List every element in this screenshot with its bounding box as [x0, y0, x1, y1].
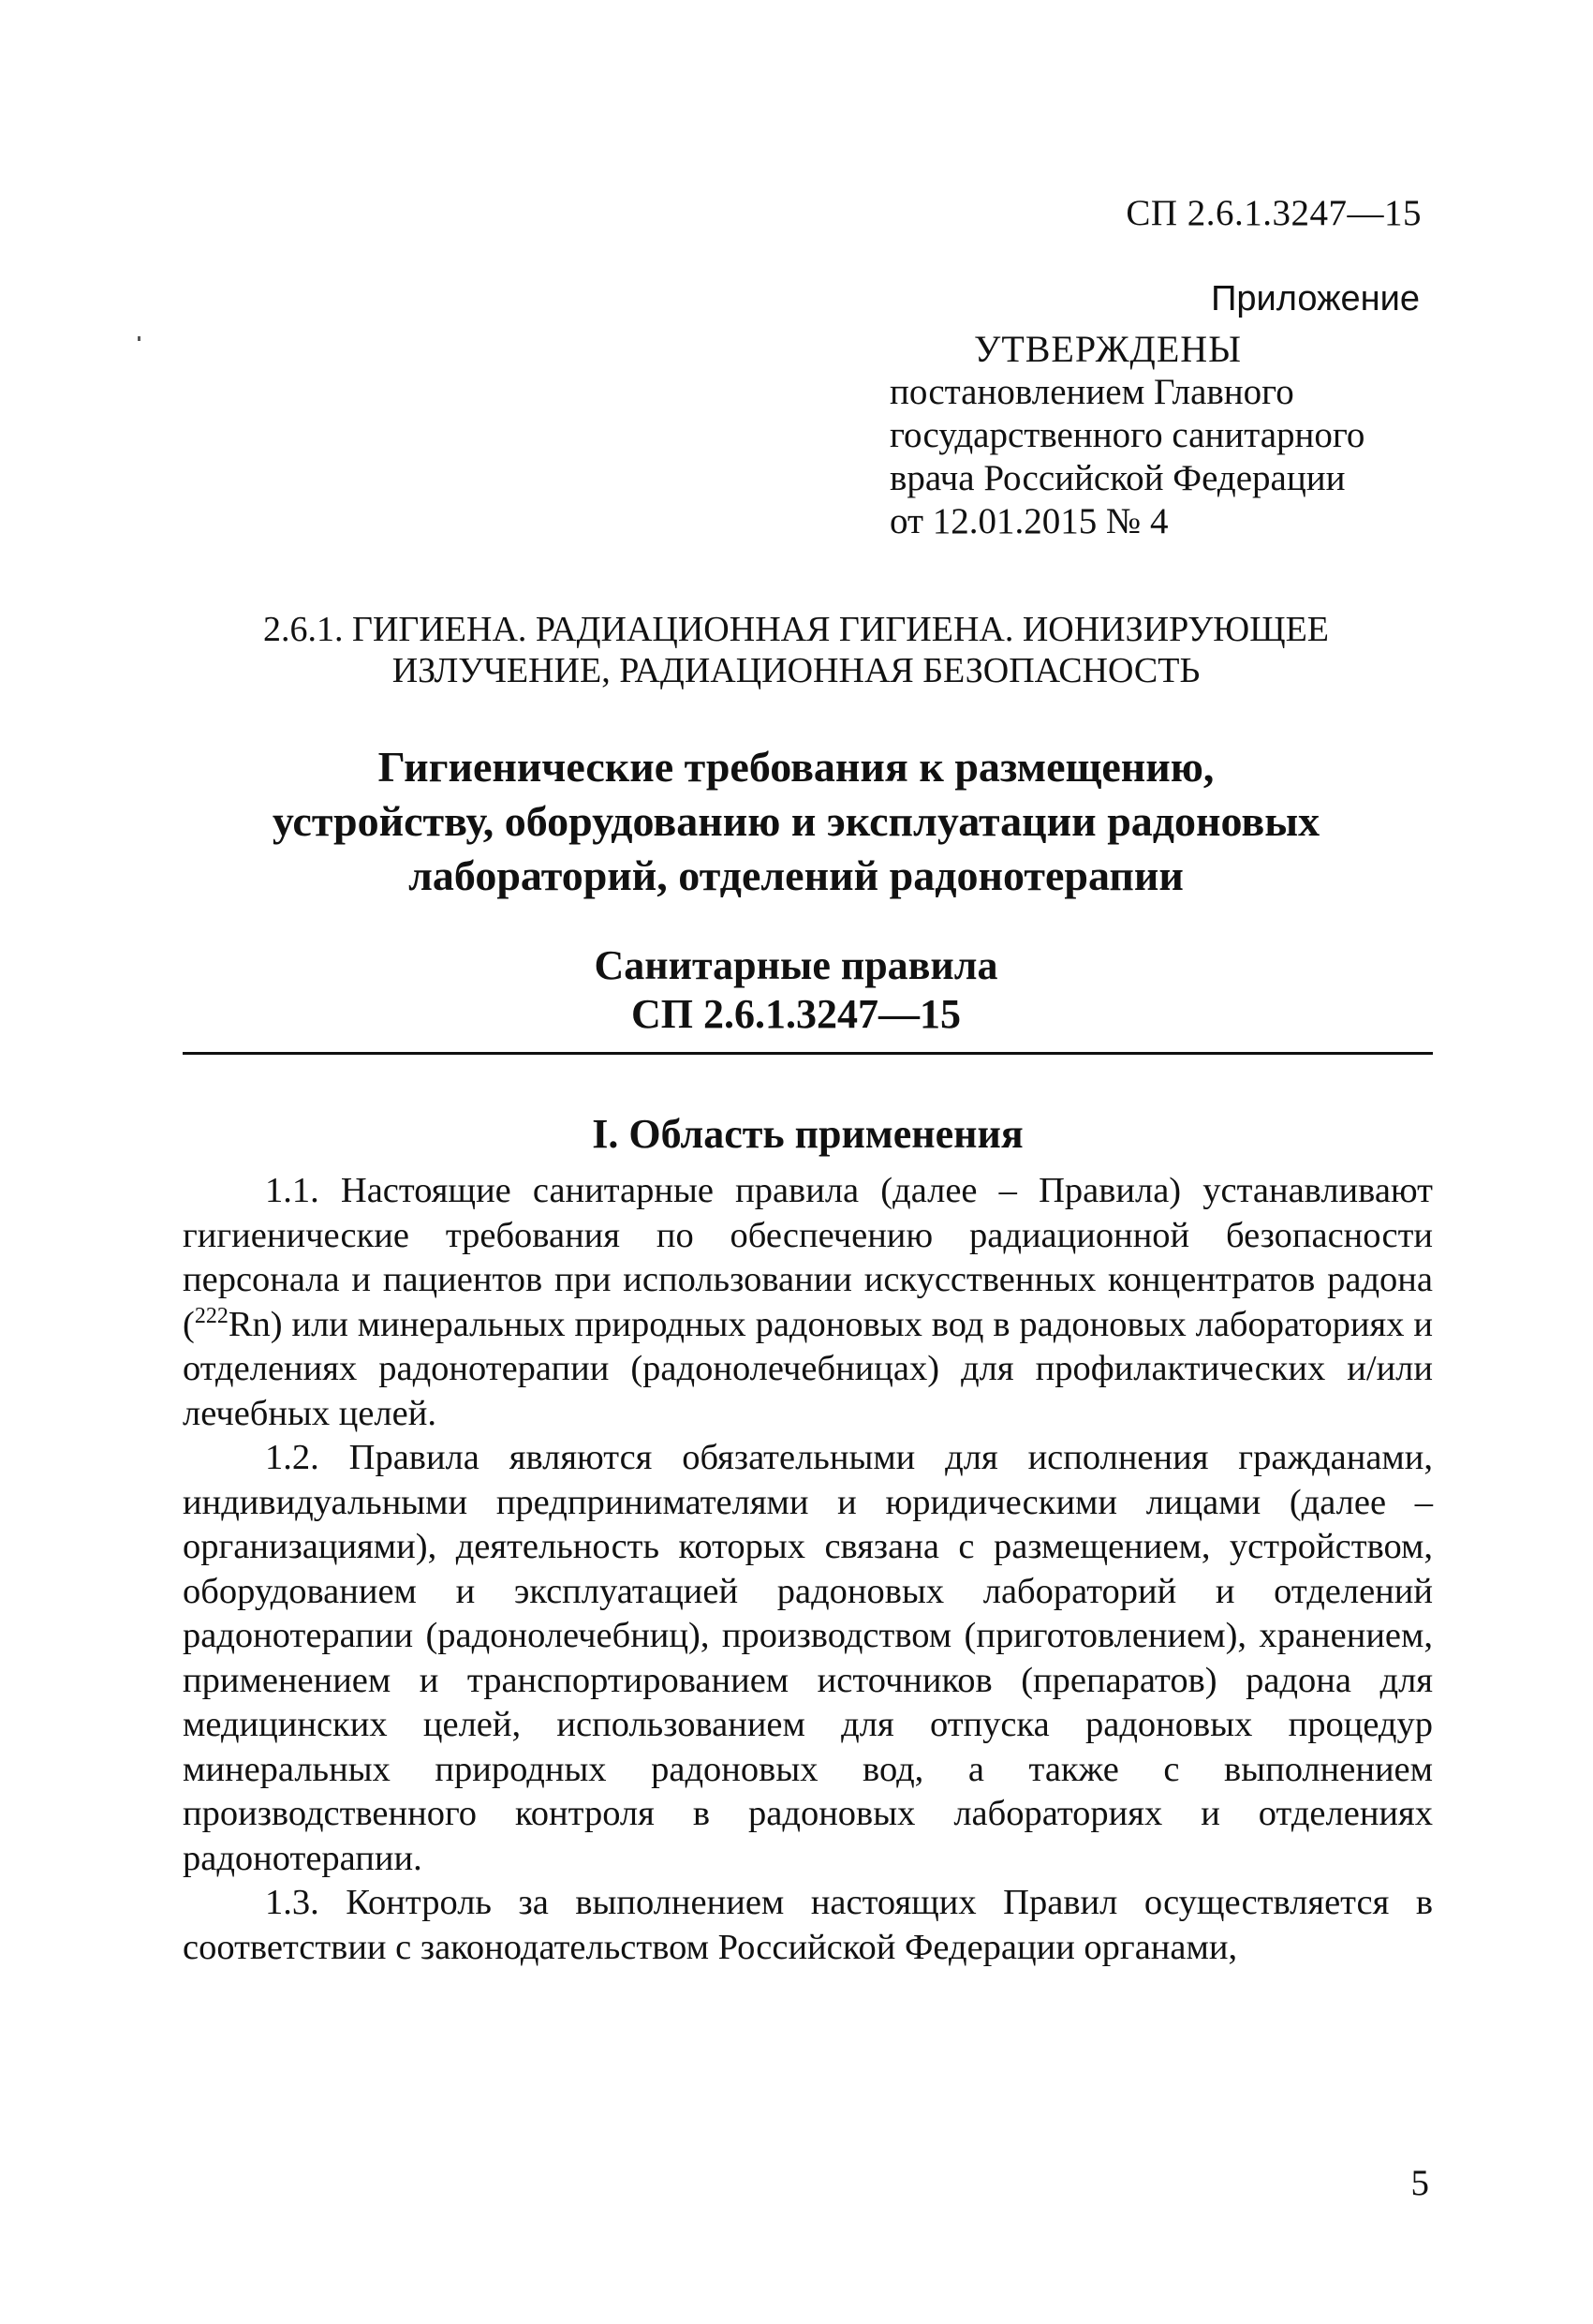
rules-title-line-1: Санитарные правила [594, 942, 998, 988]
approval-line-2: государственного санитарного [890, 415, 1365, 455]
category-heading [169, 609, 1423, 691]
section-heading: I. Область применения [592, 1111, 1024, 1157]
rules-code: СП 2.6.1.3247—15 [631, 991, 961, 1037]
title-line-1: Гигиенические требования к размещению, [377, 743, 1215, 791]
approval-date-number: от 12.01.2015 № 4 [890, 501, 1169, 541]
document-title [150, 740, 1442, 903]
page-number: 5 [1410, 2163, 1429, 2203]
document-code: СП 2.6.1.3247—15 [1126, 193, 1422, 233]
divider-line [183, 1052, 1433, 1055]
category-line-2: ИЗЛУЧЕНИЕ, РАДИАЦИОННАЯ БЕЗОПАСНОСТЬ [391, 651, 1201, 690]
scan-speck [138, 336, 140, 341]
section-body [183, 1169, 1433, 1970]
title-line-3: лабораторий, отделений радонотерапии [408, 851, 1184, 899]
category-line-1: 2.6.1. ГИГИЕНА. РАДИАЦИОННАЯ ГИГИЕНА. ИОНИЗИРУЮЩЕЕ [262, 610, 1329, 649]
rules-title [337, 941, 1255, 1039]
approval-block [890, 328, 1452, 543]
paragraph-1-1-text-end: ) или минеральных природных радоновых вод в радоновых лабораториях и отделениях радонотерапии (радонолечебницах) для профилактических и/или лечебных целей. [183, 1304, 1433, 1433]
approved-title: УТВЕРЖДЕНЫ [974, 328, 1243, 370]
isotope-mass-number: 222 [194, 1303, 229, 1328]
appendix-label: Приложение [1211, 279, 1420, 318]
paragraph-1-1-text-start: 1.1. Настоящие санитарные правила (далее – Правила) устанавливают гигиенические требования по обеспечению радиационной безопасности персонала и пациентов при использовании искусственных концентратов радона ( [183, 1171, 1433, 1344]
approval-line-1: постановлением Главного [890, 372, 1294, 412]
paragraph-1-2: 1.2. Правила являются обязательными для исполнения гражданами, индивидуальными предпринимателями и юридическими лицами (далее – организациями), деятельность которых связана с размещением, устройством, оборудованием и эксплуатацией радоновых лабораторий и отделений радонотерапии (радонолечебниц), производством (приготовлением), хранением, применением и транспортированием источников (препаратов) радона для медицинских целей, использованием для отпуска радоновых процедур минеральных природных радоновых вод, а также с выполнением производственного контроля в радоновых лабораториях и отделениях радонотерапии. [183, 1438, 1433, 1878]
title-line-2: устройству, оборудованию и эксплуатации радоновых [272, 797, 1320, 845]
isotope-symbol: Rn [228, 1304, 271, 1344]
approval-line-3: врача Российской Федерации [890, 458, 1346, 498]
paragraph-1-1 [183, 1169, 1433, 1436]
paragraph-1-3: 1.3. Контроль за выполнением настоящих Правил осуществляется в соответствии с законодательством Российской Федерации органами, [183, 1883, 1433, 1967]
